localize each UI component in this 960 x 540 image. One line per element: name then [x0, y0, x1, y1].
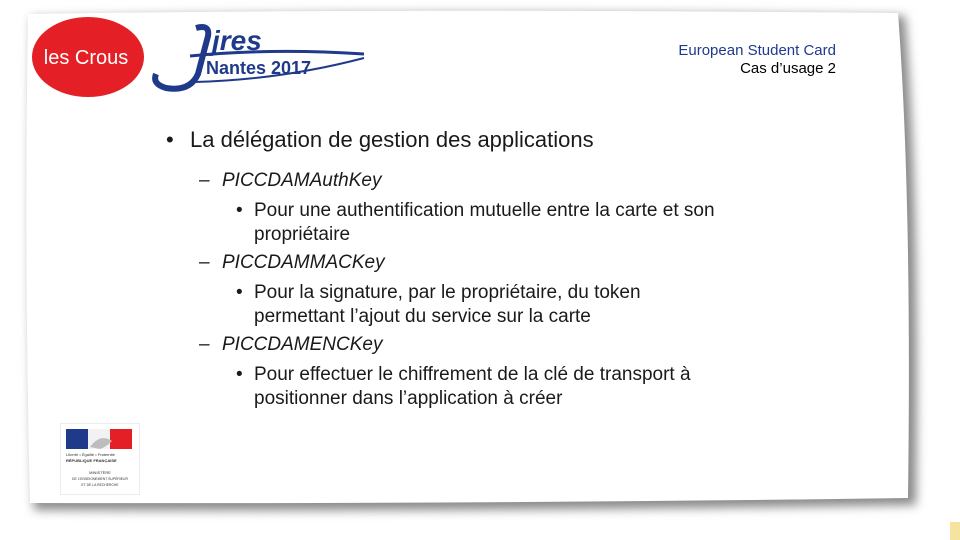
- sub-item-mackey: PICCDAMMACKey: [222, 252, 385, 273]
- slide-header: [678, 42, 836, 78]
- ministry-logo: [60, 423, 140, 495]
- sub-item-enckey: PICCDAMENCKey: [222, 334, 383, 355]
- sub-item-mackey-detail-cont: permettant l’ajout du service sur la carte: [254, 306, 591, 327]
- sub-item-enckey-detail-cont: positionner dans l’application à créer: [254, 388, 563, 409]
- marianne-republic: RÉPUBLIQUE FRANÇAISE: [66, 458, 117, 463]
- dash-marker: –: [199, 334, 210, 355]
- header-title: European Student Card: [678, 42, 836, 59]
- jres-logo-text: jres: [212, 25, 262, 56]
- bullet-marker: •: [166, 127, 174, 152]
- ministry-name-line3: ET DE LA RECHERCHE: [81, 483, 119, 487]
- bullet-marker: •: [236, 200, 243, 221]
- crous-logo-text: les Crous: [43, 47, 129, 69]
- sub-item-mackey-detail: Pour la signature, par le propriétaire, du token: [254, 282, 641, 303]
- ministry-name-line2: DE L’ENSEIGNEMENT SUPÉRIEUR: [72, 477, 128, 481]
- dash-marker: –: [199, 252, 210, 273]
- corner-mark: [950, 522, 960, 540]
- sub-item-authkey: PICCDAMAuthKey: [222, 170, 382, 191]
- ministry-name-line1: MINISTÈRE: [89, 470, 111, 475]
- bullet-marker: •: [236, 364, 243, 385]
- header-subtitle: Cas d’usage 2: [740, 60, 836, 77]
- bullet-level1-text: La délégation de gestion des applications: [190, 127, 594, 152]
- dash-marker: –: [199, 170, 210, 191]
- sub-item-authkey-detail: Pour une authentification mutuelle entre la carte et son: [254, 200, 715, 221]
- jres-logo: [150, 22, 370, 94]
- crous-logo: [30, 16, 148, 98]
- jres-logo-subtitle: Nantes 2017: [206, 58, 312, 78]
- marianne-motto: Liberté • Égalité • Fraternité: [66, 452, 115, 457]
- sub-item-authkey-detail-cont: propriétaire: [254, 224, 351, 245]
- bullet-marker: •: [236, 282, 243, 303]
- sub-item-enckey-detail: Pour effectuer le chiffrement de la clé de transport à: [254, 364, 691, 385]
